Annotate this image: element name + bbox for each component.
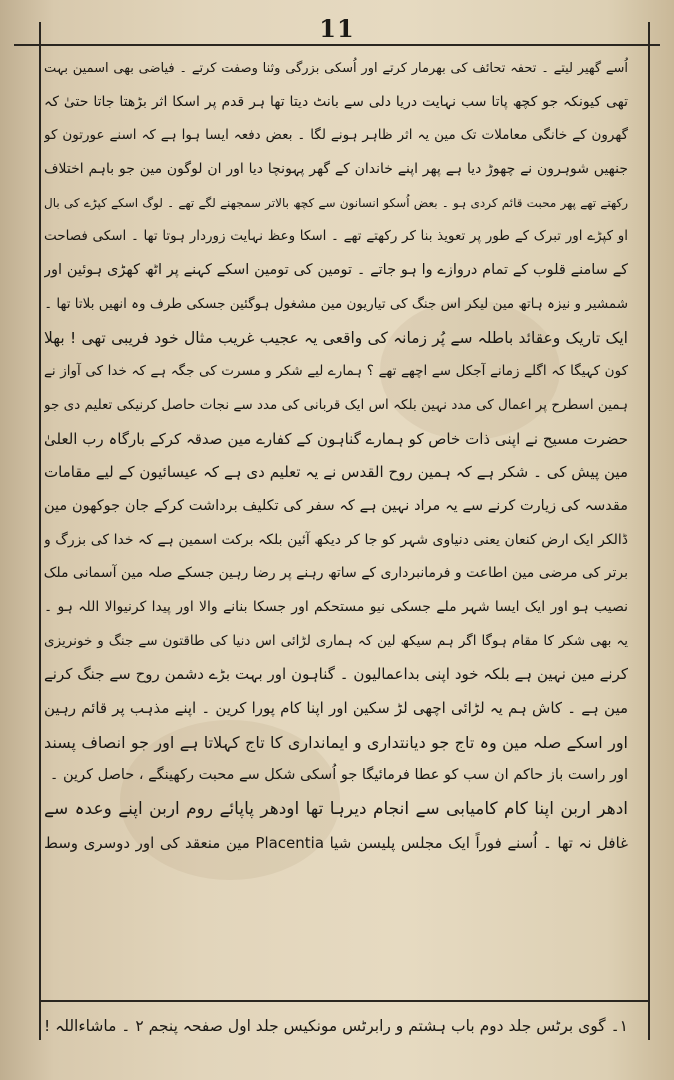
text-line: اُسے گھیر لیتے ۔ تحفہ تحائف کی بھرمار کرتے اور اُسکی بزرگی وثنا وصفت کرتے ۔ فیاضی بھی اسمین بہت <box>44 61 628 76</box>
footnote-rule <box>39 1000 650 1002</box>
text-line: مین پیش کی ۔ شکر ہے کہ ہمین روح القدس نے یہ تعلیم دی ہے کہ عیسائیون کے لیے مقامات <box>44 463 628 482</box>
body-text <box>44 52 628 861</box>
text-line: حضرت مسیح نے اپنی ذات خاص کو ہمارے گناہون کے کفارے مین صدقہ کرکے بارگاہ رب العلیٰ <box>44 429 628 448</box>
text-line: برتر کی مرضی مین اطاعت و فرمانبرداری کے ساتھ رہنے پر رضا رہین جسکے صلہ مین آسمانی ملک <box>44 565 628 582</box>
text-line: او کپڑے اور تبرک کے طور پر تعویذ بنا کر رکھتے تھے ۔ اسکا وعظ نہایت زوردار ہوتا تھا ۔ اسکی فصاحت <box>44 228 628 245</box>
text-line: مین ہے ۔ کاش ہم یہ لڑائی اچھی لڑ سکین اور اپنا کام پورا کرین ۔ اپنے مذہب پر قائم رہین <box>44 699 628 718</box>
text-line: کون کہیگا کہ اگلے زمانے آجکل سے اچھے تھے ؟ ہمارے لیے شکر و مسرت کی جگہ ہے کہ خدا کی آواز نے <box>44 363 628 380</box>
text-line: اور اسکے صلہ مین وہ تاج جو دیانتداری و ایمانداری کا تاج کہلاتا ہے اور جو انصاف پسند <box>44 732 628 752</box>
text-line: یہ بھی شکر کا مقام ہوگا اگر ہم سیکھ لین کہ ہماری لڑائی اس دنیا کی طاقتون سے جنگ و خونریزی <box>44 632 628 649</box>
text-line: جنھیں شوہرون نے چھوڑ دیا ہے پھر اپنے خاندان کے گھر پہونچا دیا اور ان لوگون مین جو باہم اختلاف <box>44 161 628 178</box>
text-line: نصیب ہو اور ایک ایسا شہر ملے جسکی نیو مستحکم اور جسکا بنانے والا اور پیدا کرنیوالا اللہ ہو ۔ <box>44 599 628 615</box>
right-margin-rule <box>648 22 650 1040</box>
text-line: شمشیر و نیزہ ہاتھ مین لیکر اس جنگ کی تیاریون مین مشغول ہوگئین جسکی طرف وہ انھیں بلاتا تھا ۔ <box>44 295 628 312</box>
text-line: ہمین اسطرح پر اعمال کی مدد نہین بلکہ اس ایک قربانی کی مدد سے نجات حاصل کرنیکی تعلیم دی جو <box>44 396 628 413</box>
page-number: 11 <box>319 14 355 43</box>
text-line: کرنے مین نہین ہے بلکہ خود اپنی بداعمالیون ۔ گناہون اور بہت بڑے دشمن روح سے جنگ کرنے <box>44 665 628 684</box>
text-line: ادھر اربن اپنا کام کامیابی سے انجام دیرہا تھا اودھر پاپائے روم اربن اپنے وعدہ سے <box>44 799 628 820</box>
text-line: تھی کیونکہ جو کچھ پاتا سب نہایت دریا دلی سے بانٹ دیتا تھا ہر قدم پر اسکا اثر بڑھتا جاتا حتیٰ کہ <box>44 93 628 110</box>
text-line: اور راست باز حاکم ان سب کو عطا فرمائیگا جو اُسکی شکل سے محبت رکھینگے ، حاصل کرین ۔ <box>49 767 628 784</box>
header-rule <box>14 44 660 46</box>
text-line: غافل نہ تھا ۔ اُسنے فوراً ایک مجلس پلیسن شیا Placentia مین منعقد کی اور دوسری وسط <box>44 833 628 852</box>
text-line: گھرون کے خانگی معاملات تک مین یہ اثر ظاہر ہونے لگا ۔ بعض دفعہ ایسا ہوا ہے کہ اسنے عورتون کو <box>44 127 628 144</box>
text-line: کے سامنے قلوب کے تمام دروازے وا ہو جاتے ۔ تومین کی تومین اسکے کہنے پر اٹھ کھڑی ہوئین اور <box>44 262 628 279</box>
left-margin-rule <box>39 22 41 1040</box>
text-line: ڈالکر ایک ارض کنعان یعنی دنیاوی شہر کو جا کر دیکھ آئین بلکہ برکت اسمین ہے کہ خدا کی بزرگ و <box>44 531 628 548</box>
footnote: ۱۔ گوی برٹس جلد دوم باب ہشتم و رابرٹس مونکیس جلد اول صفحہ پنجم ۲ ۔ ماشاءاللہ ! <box>44 1017 628 1035</box>
text-line: ایک تاریک وعقائد باطلہ سے پُر زمانہ کی واقعی یہ عجیب غریب مثال خود فریبی تھی ! بھلا <box>44 328 628 347</box>
text-line: رکھتے تھے پھر محبت قائم کردی ہو ۔ بعض اُسکو انسانون سے کچھ بالاتر سمجھنے لگے تھے ۔ لوگ اسکے کپڑے کی بال <box>44 195 628 210</box>
text-line: مقدسہ کی زیارت کرنے سے یہ مراد نہین ہے کہ سفر کی تکلیف برداشت کرکے جان جوکھون مین <box>44 497 628 514</box>
